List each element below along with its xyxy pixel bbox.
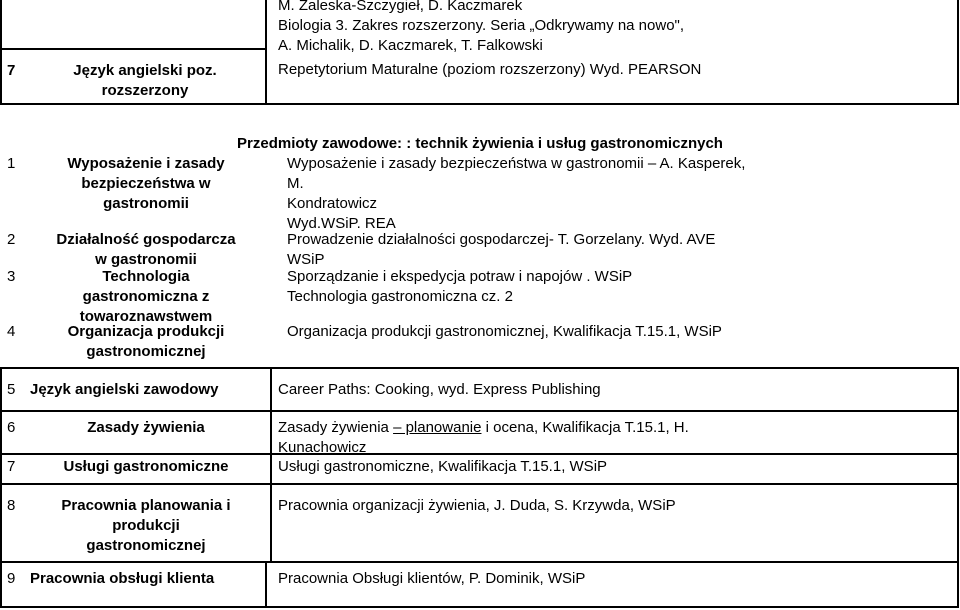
- subject-name: Zasady żywienia: [87, 419, 205, 436]
- section-title: Przedmioty zawodowe: : technik żywienia i usług gastronomicznych: [237, 135, 723, 152]
- subject-name: [30, 61, 260, 101]
- book-title: Zasady żywienia – planowanie i ocena, Kwalifikacja T.15.1, H. Kunachowicz: [278, 419, 689, 456]
- row-separator: [0, 561, 959, 563]
- book-title: Career Paths: Cooking, wyd. Express Publishing: [278, 381, 601, 398]
- row-number: 4: [7, 323, 16, 340]
- book-title: Wyposażenie i zasady bezpieczeństwa w gastronomii – A. Kasperek, M. Kondratowicz Wyd.WSiP. REA: [287, 155, 746, 232]
- prev-book-list: [278, 0, 684, 56]
- row-number: 3: [7, 268, 16, 285]
- table-divider: [265, 0, 267, 104]
- subject-line: Język angielski poz.: [73, 62, 217, 79]
- subject-name: Język angielski zawodowy: [30, 381, 219, 398]
- table-border-left: [0, 367, 2, 608]
- book-title: Usługi gastronomiczne, Kwalifikacja T.15.1, WSiP: [278, 458, 608, 475]
- book-title: Organizacja produkcji gastronomicznej, Kwalifikacja T.15.1, WSiP: [287, 323, 722, 340]
- row-separator: [0, 48, 266, 50]
- row-number: 9: [7, 570, 16, 587]
- row-number: 6: [7, 419, 16, 436]
- book-line: A. Michalik, D. Kaczmarek, T. Falkowski: [278, 37, 543, 54]
- subject-name: Pracownia obsługi klienta: [30, 570, 215, 587]
- book-line: Biologia 3. Zakres rozszerzony. Seria „Odkrywamy na nowo",: [278, 17, 685, 34]
- subject-name: Pracownia planowania i produkcji gastronomicznej: [61, 497, 231, 554]
- table-border-left: [0, 0, 2, 104]
- subject-name: Usługi gastronomiczne: [63, 458, 229, 475]
- table-border-right: [957, 367, 959, 608]
- subject-name: Organizacja produkcji gastronomicznej: [67, 323, 225, 360]
- book-title: Pracownia Obsługi klientów, P. Dominik, WSiP: [278, 570, 586, 587]
- subject-name: Wyposażenie i zasady bezpieczeństwa w gastronomii: [67, 155, 225, 212]
- book-title: Prowadzenie działalności gospodarczej- T. Gorzelany. Wyd. AVE WSiP: [287, 231, 716, 268]
- table-divider: [270, 367, 272, 562]
- subject-name: Technologia gastronomiczna z towaroznawstwem: [79, 268, 213, 325]
- row-number: 1: [7, 155, 16, 172]
- book-title: Repetytorium Maturalne (poziom rozszerzony) Wyd. PEARSON: [278, 61, 702, 78]
- row-number: 7: [7, 62, 16, 79]
- table-divider: [265, 561, 267, 608]
- row-number: 2: [7, 231, 16, 248]
- row-separator: [0, 410, 959, 412]
- table-bottom-border: [0, 103, 959, 105]
- table-top-border: [0, 367, 959, 369]
- book-title: Sporządzanie i ekspedycja potraw i napojów . WSiP Technologia gastronomiczna cz. 2: [287, 268, 633, 305]
- book-line: M. Zaleska-Szczygieł, D. Kaczmarek: [278, 0, 523, 14]
- subject-name: Działalność gospodarcza w gastronomii: [56, 231, 236, 268]
- row-number: 8: [7, 497, 16, 514]
- row-number: 7: [7, 458, 16, 475]
- table-bottom-border: [0, 606, 959, 608]
- book-title: Pracownia organizacji żywienia, J. Duda, S. Krzywda, WSiP: [278, 497, 676, 514]
- row-number: 5: [7, 381, 16, 398]
- table-border-right: [957, 0, 959, 104]
- subject-line: rozszerzony: [101, 82, 189, 99]
- row-separator: [0, 483, 959, 485]
